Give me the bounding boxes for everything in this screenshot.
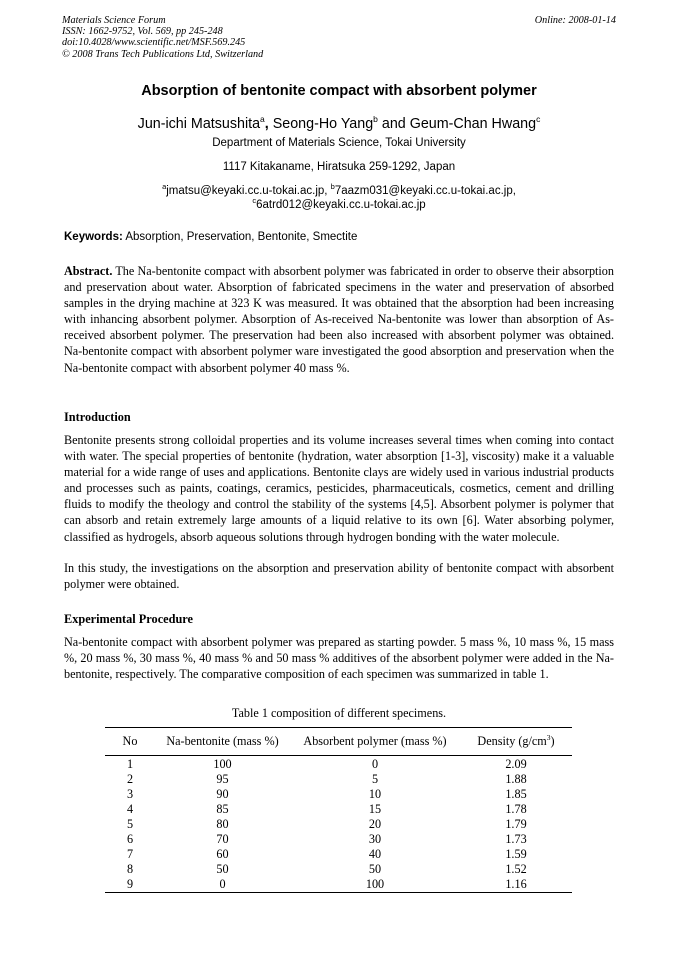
journal-header <box>62 15 616 60</box>
paper-title: Absorption of bentonite compact with absorbent polymer <box>141 83 537 99</box>
table-cell: 85 <box>216 801 229 816</box>
abstract-paragraph <box>64 263 614 376</box>
table-cell: 5 <box>126 816 134 831</box>
table-cell: 7 <box>126 847 134 862</box>
column-header: Absorbent polymer (mass %) <box>303 734 447 748</box>
keywords <box>64 231 357 243</box>
email-address: 7aazm031@keyaki.cc.u-tokai.ac.jp, <box>334 184 516 197</box>
introduction-heading: Introduction <box>64 410 131 424</box>
affiliation-department: Department of Materials Science, Tokai University <box>212 137 466 149</box>
table-body <box>105 756 572 893</box>
email-line <box>0 196 678 211</box>
email-mark: b <box>330 182 335 191</box>
introduction-paragraph: Bentonite presents strong colloidal properties and its volume increases several times when coming into contact with water. The special properties of bentonite (hydration, water absorption [1-3], viscosity) make it a valuable material for a wide range of uses and applications. Bentonite clays are widely used in various industrial products and processes such as paints, coatings, ceramics, pesticides, pharmaceuticals, cosmetics, cement and drilling fluids to modify the theology and control the stability of the systems [4,5]. Absorbent polymer is polymer that can absorb and retain extremely large amounts of a liquid relative to its own [6]. Water absorbing polymer, classified as hydrogels, absorb aqueous solutions through hydrogen bonding with the water molecule. <box>64 433 614 544</box>
email-address: 6atrd012@keyaki.cc.u-tokai.ac.jp <box>256 198 426 211</box>
table-cell: 0 <box>219 877 226 892</box>
table-cell: 6 <box>126 832 134 847</box>
doi-line: doi:10.4028/www.scientific.net/MSF.569.245 <box>62 37 246 49</box>
author-name: Seong-Ho Yang <box>272 115 374 132</box>
table-cell: 15 <box>368 801 382 816</box>
table-cell: 40 <box>368 847 382 862</box>
author-affil-mark: a <box>260 114 265 124</box>
table-cell: 95 <box>216 771 229 786</box>
table-cell: 20 <box>368 816 382 831</box>
author-list <box>0 114 678 132</box>
keywords-text: Absorption, Preservation, Bentonite, Smectite <box>122 231 358 243</box>
density-exponent: 3 <box>546 733 551 743</box>
column-header <box>460 728 572 756</box>
issn-line: ISSN: 1662-9752, Vol. 569, pp 245-248 <box>62 26 223 38</box>
table-row <box>105 816 572 831</box>
table-cell: 1 <box>126 756 134 771</box>
column-header: Na-bentonite (mass %) <box>166 734 279 748</box>
table-cell: 5 <box>371 771 379 786</box>
table-row <box>105 862 572 877</box>
affiliation-address: 1117 Kitakaname, Hiratsuka 259-1292, Japan <box>222 161 456 173</box>
table-cell: 30 <box>368 832 382 847</box>
experimental-paragraph: Na-bentonite compact with absorbent polymer was prepared as starting powder. 5 mass %, 10 mass %, 15 mass %, 20 mass %, 30 mass %, 40 mass % and 50 mass % additives of the absorbent polymer were added in the Na-bentonite, respectively. The comparative composition of each specimen was summarized in table 1. <box>64 635 614 682</box>
email-line <box>0 182 678 197</box>
table-cell: 2.09 <box>505 756 527 771</box>
author-affil-mark: b <box>373 114 378 124</box>
table-cell: 8 <box>126 862 134 877</box>
density-label: Density (g/cm <box>477 734 547 749</box>
table-row <box>105 771 572 786</box>
author-name: Geum-Chan Hwang <box>409 115 537 132</box>
composition-table <box>105 727 572 893</box>
table-cell: 1.73 <box>505 832 527 847</box>
email-address: jmatsu@keyaki.cc.u-tokai.ac.jp, <box>166 184 331 197</box>
table-cell: 2 <box>126 771 134 786</box>
density-close: ) <box>550 734 555 749</box>
copyright-line: © 2008 Trans Tech Publications Ltd, Switzerland <box>62 48 264 60</box>
table-cell: 3 <box>126 786 134 801</box>
table-cell: 4 <box>126 801 134 816</box>
table-cell: 1.52 <box>505 862 527 877</box>
table-row <box>105 801 572 816</box>
table-cell: 1.85 <box>505 786 527 801</box>
table-cell: 10 <box>368 786 382 801</box>
column-header: No <box>122 734 138 748</box>
table-header-row <box>105 728 572 756</box>
table-row <box>105 847 572 862</box>
author-name: Jun-ichi Matsushita <box>137 115 261 132</box>
journal-name: Materials Science Forum <box>62 15 166 26</box>
abstract-text: The Na-bentonite compact with absorbent polymer was fabricated in order to observe their absorption and preservation about water. Absorption of fabricated specimens in the water and preservation of absorbed samples in the drying machine at 323 K was measured. It was obtained that the absorption had been increasing with inhancing absorbent polymer. Absorption of As-received Na-bentonite was lower than absorption of As-received absorbent polymer. The preservation had been also increased with absorbent polymer was obtained. Na-bentonite compact with absorbent polymer ware investigated the good absorption and preservation when the Na-bentonite compact with absorbent polymer 40 mass %. <box>64 264 614 375</box>
table-cell: 1.59 <box>505 847 527 862</box>
table-cell: 1.16 <box>505 877 527 892</box>
keywords-label: Keywords: <box>64 231 123 243</box>
table-cell: 50 <box>216 862 229 877</box>
author-affil-mark: c <box>536 114 541 124</box>
email-mark: c <box>252 196 257 205</box>
table-cell: 1.88 <box>505 771 527 786</box>
table-caption: Table 1 composition of different specimens. <box>231 706 447 720</box>
author-conjunction: and <box>377 115 410 132</box>
table-row <box>105 756 572 772</box>
table-row <box>105 786 572 801</box>
table-cell: 9 <box>126 877 134 892</box>
abstract-label: Abstract. <box>64 264 113 278</box>
table-row <box>105 877 572 893</box>
email-mark: a <box>162 182 167 191</box>
table-cell: 50 <box>368 862 382 877</box>
introduction-paragraph: In this study, the investigations on the absorption and preservation ability of bentonite compact with absorbent polymer were obtained. <box>64 561 614 592</box>
table-cell: 90 <box>216 786 229 801</box>
table-cell: 0 <box>371 756 379 771</box>
table-cell: 60 <box>216 847 229 862</box>
table-cell: 100 <box>365 877 385 892</box>
table-row <box>105 831 572 846</box>
table-cell: 1.79 <box>505 816 527 831</box>
author-separator: , <box>264 115 273 132</box>
table-cell: 70 <box>216 832 229 847</box>
table-cell: 100 <box>213 756 232 771</box>
table-cell: 80 <box>216 816 229 831</box>
table-cell: 1.78 <box>505 801 527 816</box>
experimental-heading: Experimental Procedure <box>64 612 193 626</box>
online-date: Online: 2008-01-14 <box>534 15 616 26</box>
